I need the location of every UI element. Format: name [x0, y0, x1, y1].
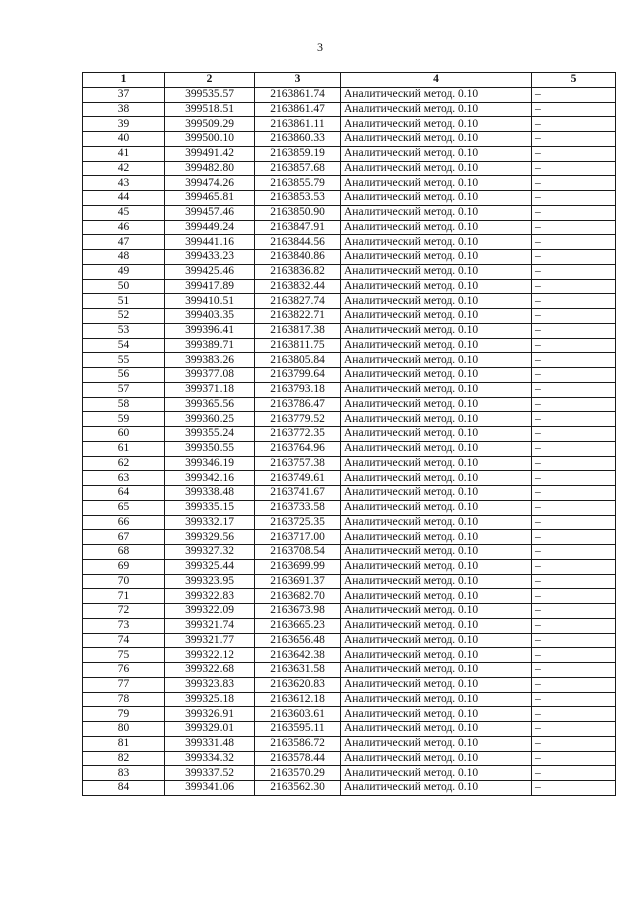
method-cell: Аналитический метод. 0.10 — [341, 146, 532, 161]
method-cell: Аналитический метод. 0.10 — [341, 633, 532, 648]
x-coordinate-cell: 399329.56 — [165, 530, 255, 545]
note-cell: – — [532, 707, 616, 722]
table-row — [83, 500, 616, 515]
y-coordinate-cell: 2163757.38 — [255, 456, 341, 471]
y-coordinate-cell: 2163673.98 — [255, 604, 341, 619]
table-row — [83, 633, 616, 648]
method-cell: Аналитический метод. 0.10 — [341, 545, 532, 560]
y-coordinate-cell: 2163717.00 — [255, 530, 341, 545]
x-coordinate-cell: 399337.52 — [165, 766, 255, 781]
note-cell: – — [532, 264, 616, 279]
x-coordinate-cell: 399338.48 — [165, 486, 255, 501]
note-cell: – — [532, 766, 616, 781]
x-coordinate-cell: 399441.16 — [165, 235, 255, 250]
method-cell: Аналитический метод. 0.10 — [341, 220, 532, 235]
table-row — [83, 618, 616, 633]
method-cell: Аналитический метод. 0.10 — [341, 250, 532, 265]
y-coordinate-cell: 2163699.99 — [255, 559, 341, 574]
point-number-cell: 70 — [83, 574, 165, 589]
table-row — [83, 220, 616, 235]
y-coordinate-cell: 2163779.52 — [255, 412, 341, 427]
y-coordinate-cell: 2163836.82 — [255, 264, 341, 279]
point-number-cell: 57 — [83, 382, 165, 397]
point-number-cell: 51 — [83, 294, 165, 309]
point-number-cell: 60 — [83, 427, 165, 442]
method-cell: Аналитический метод. 0.10 — [341, 412, 532, 427]
x-coordinate-cell: 399417.89 — [165, 279, 255, 294]
x-coordinate-cell: 399322.09 — [165, 604, 255, 619]
y-coordinate-cell: 2163853.53 — [255, 191, 341, 206]
table-row — [83, 132, 616, 147]
note-cell: – — [532, 441, 616, 456]
method-cell: Аналитический метод. 0.10 — [341, 397, 532, 412]
y-coordinate-cell: 2163691.37 — [255, 574, 341, 589]
method-cell: Аналитический метод. 0.10 — [341, 692, 532, 707]
x-coordinate-cell: 399500.10 — [165, 132, 255, 147]
x-coordinate-cell: 399321.77 — [165, 633, 255, 648]
note-cell: – — [532, 722, 616, 737]
table-row — [83, 471, 616, 486]
note-cell: – — [532, 530, 616, 545]
x-coordinate-cell: 399365.56 — [165, 397, 255, 412]
x-coordinate-cell: 399322.12 — [165, 648, 255, 663]
note-cell: – — [532, 294, 616, 309]
point-number-cell: 69 — [83, 559, 165, 574]
method-cell: Аналитический метод. 0.10 — [341, 132, 532, 147]
x-coordinate-cell: 399491.42 — [165, 146, 255, 161]
method-cell: Аналитический метод. 0.10 — [341, 707, 532, 722]
y-coordinate-cell: 2163620.83 — [255, 677, 341, 692]
method-cell: Аналитический метод. 0.10 — [341, 589, 532, 604]
method-cell: Аналитический метод. 0.10 — [341, 382, 532, 397]
note-cell: – — [532, 545, 616, 560]
point-number-cell: 42 — [83, 161, 165, 176]
method-cell: Аналитический метод. 0.10 — [341, 176, 532, 191]
x-coordinate-cell: 399350.55 — [165, 441, 255, 456]
point-number-cell: 46 — [83, 220, 165, 235]
method-cell: Аналитический метод. 0.10 — [341, 205, 532, 220]
point-number-cell: 78 — [83, 692, 165, 707]
table-row — [83, 309, 616, 324]
y-coordinate-cell: 2163861.47 — [255, 102, 341, 117]
x-coordinate-cell: 399342.16 — [165, 471, 255, 486]
y-coordinate-cell: 2163612.18 — [255, 692, 341, 707]
x-coordinate-cell: 399518.51 — [165, 102, 255, 117]
method-cell: Аналитический метод. 0.10 — [341, 309, 532, 324]
point-number-cell: 43 — [83, 176, 165, 191]
x-coordinate-cell: 399341.06 — [165, 781, 255, 796]
y-coordinate-cell: 2163764.96 — [255, 441, 341, 456]
note-cell: – — [532, 279, 616, 294]
point-number-cell: 65 — [83, 500, 165, 515]
table-row — [83, 677, 616, 692]
method-cell: Аналитический метод. 0.10 — [341, 191, 532, 206]
x-coordinate-cell: 399474.26 — [165, 176, 255, 191]
point-number-cell: 38 — [83, 102, 165, 117]
method-cell: Аналитический метод. 0.10 — [341, 781, 532, 796]
table-row — [83, 146, 616, 161]
column-header-3: 3 — [255, 73, 341, 88]
table-row — [83, 441, 616, 456]
x-coordinate-cell: 399355.24 — [165, 427, 255, 442]
note-cell: – — [532, 412, 616, 427]
x-coordinate-cell: 399403.35 — [165, 309, 255, 324]
table-body — [83, 87, 616, 795]
note-cell: – — [532, 427, 616, 442]
y-coordinate-cell: 2163603.61 — [255, 707, 341, 722]
point-number-cell: 73 — [83, 618, 165, 633]
x-coordinate-cell: 399396.41 — [165, 323, 255, 338]
y-coordinate-cell: 2163811.75 — [255, 338, 341, 353]
column-header-1: 1 — [83, 73, 165, 88]
y-coordinate-cell: 2163733.58 — [255, 500, 341, 515]
x-coordinate-cell: 399322.68 — [165, 663, 255, 678]
y-coordinate-cell: 2163595.11 — [255, 722, 341, 737]
x-coordinate-cell: 399410.51 — [165, 294, 255, 309]
table-row — [83, 559, 616, 574]
table-row — [83, 338, 616, 353]
table-row — [83, 117, 616, 132]
table-row — [83, 722, 616, 737]
note-cell: – — [532, 781, 616, 796]
note-cell: – — [532, 574, 616, 589]
note-cell: – — [532, 102, 616, 117]
note-cell: – — [532, 220, 616, 235]
y-coordinate-cell: 2163822.71 — [255, 309, 341, 324]
method-cell: Аналитический метод. 0.10 — [341, 736, 532, 751]
table-row — [83, 545, 616, 560]
point-number-cell: 64 — [83, 486, 165, 501]
note-cell: – — [532, 692, 616, 707]
method-cell: Аналитический метод. 0.10 — [341, 161, 532, 176]
point-number-cell: 45 — [83, 205, 165, 220]
table-row — [83, 736, 616, 751]
y-coordinate-cell: 2163799.64 — [255, 368, 341, 383]
table-row — [83, 205, 616, 220]
y-coordinate-cell: 2163847.91 — [255, 220, 341, 235]
method-cell: Аналитический метод. 0.10 — [341, 323, 532, 338]
note-cell: – — [532, 456, 616, 471]
x-coordinate-cell: 399346.19 — [165, 456, 255, 471]
table-row — [83, 515, 616, 530]
method-cell: Аналитический метод. 0.10 — [341, 574, 532, 589]
method-cell: Аналитический метод. 0.10 — [341, 559, 532, 574]
table-row — [83, 648, 616, 663]
table-row — [83, 250, 616, 265]
point-number-cell: 84 — [83, 781, 165, 796]
point-number-cell: 82 — [83, 751, 165, 766]
y-coordinate-cell: 2163827.74 — [255, 294, 341, 309]
point-number-cell: 81 — [83, 736, 165, 751]
table-row — [83, 604, 616, 619]
x-coordinate-cell: 399327.32 — [165, 545, 255, 560]
table-row — [83, 353, 616, 368]
note-cell: – — [532, 589, 616, 604]
y-coordinate-cell: 2163562.30 — [255, 781, 341, 796]
table-row — [83, 530, 616, 545]
x-coordinate-cell: 399482.80 — [165, 161, 255, 176]
note-cell: – — [532, 87, 616, 102]
table-row — [83, 368, 616, 383]
x-coordinate-cell: 399433.23 — [165, 250, 255, 265]
y-coordinate-cell: 2163725.35 — [255, 515, 341, 530]
note-cell: – — [532, 323, 616, 338]
point-number-cell: 47 — [83, 235, 165, 250]
point-number-cell: 55 — [83, 353, 165, 368]
table-row — [83, 766, 616, 781]
point-number-cell: 74 — [83, 633, 165, 648]
method-cell: Аналитический метод. 0.10 — [341, 117, 532, 132]
x-coordinate-cell: 399329.01 — [165, 722, 255, 737]
method-cell: Аналитический метод. 0.10 — [341, 500, 532, 515]
table-row — [83, 264, 616, 279]
page-number: 3 — [317, 40, 323, 54]
y-coordinate-cell: 2163642.38 — [255, 648, 341, 663]
table-row — [83, 191, 616, 206]
table-row — [83, 781, 616, 796]
point-number-cell: 63 — [83, 471, 165, 486]
point-number-cell: 56 — [83, 368, 165, 383]
method-cell: Аналитический метод. 0.10 — [341, 471, 532, 486]
note-cell: – — [532, 633, 616, 648]
x-coordinate-cell: 399449.24 — [165, 220, 255, 235]
table-header-row — [83, 73, 616, 88]
table-row — [83, 102, 616, 117]
y-coordinate-cell: 2163786.47 — [255, 397, 341, 412]
y-coordinate-cell: 2163708.54 — [255, 545, 341, 560]
x-coordinate-cell: 399509.29 — [165, 117, 255, 132]
table-row — [83, 176, 616, 191]
x-coordinate-cell: 399389.71 — [165, 338, 255, 353]
point-number-cell: 75 — [83, 648, 165, 663]
table-row — [83, 323, 616, 338]
note-cell: – — [532, 736, 616, 751]
y-coordinate-cell: 2163860.33 — [255, 132, 341, 147]
table-row — [83, 589, 616, 604]
point-number-cell: 39 — [83, 117, 165, 132]
column-header-2: 2 — [165, 73, 255, 88]
x-coordinate-cell: 399331.48 — [165, 736, 255, 751]
x-coordinate-cell: 399335.15 — [165, 500, 255, 515]
method-cell: Аналитический метод. 0.10 — [341, 338, 532, 353]
note-cell: – — [532, 663, 616, 678]
method-cell: Аналитический метод. 0.10 — [341, 648, 532, 663]
point-number-cell: 54 — [83, 338, 165, 353]
x-coordinate-cell: 399334.32 — [165, 751, 255, 766]
note-cell: – — [532, 205, 616, 220]
y-coordinate-cell: 2163586.72 — [255, 736, 341, 751]
note-cell: – — [532, 500, 616, 515]
y-coordinate-cell: 2163741.67 — [255, 486, 341, 501]
point-number-cell: 48 — [83, 250, 165, 265]
note-cell: – — [532, 176, 616, 191]
x-coordinate-cell: 399457.46 — [165, 205, 255, 220]
point-number-cell: 53 — [83, 323, 165, 338]
x-coordinate-cell: 399325.44 — [165, 559, 255, 574]
x-coordinate-cell: 399323.83 — [165, 677, 255, 692]
method-cell: Аналитический метод. 0.10 — [341, 663, 532, 678]
y-coordinate-cell: 2163656.48 — [255, 633, 341, 648]
point-number-cell: 58 — [83, 397, 165, 412]
method-cell: Аналитический метод. 0.10 — [341, 515, 532, 530]
note-cell: – — [532, 397, 616, 412]
y-coordinate-cell: 2163859.19 — [255, 146, 341, 161]
note-cell: – — [532, 161, 616, 176]
note-cell: – — [532, 250, 616, 265]
table-row — [83, 397, 616, 412]
x-coordinate-cell: 399377.08 — [165, 368, 255, 383]
note-cell: – — [532, 368, 616, 383]
method-cell: Аналитический метод. 0.10 — [341, 279, 532, 294]
point-number-cell: 59 — [83, 412, 165, 427]
table-row — [83, 707, 616, 722]
point-number-cell: 71 — [83, 589, 165, 604]
table-row — [83, 456, 616, 471]
point-number-cell: 40 — [83, 132, 165, 147]
method-cell: Аналитический метод. 0.10 — [341, 353, 532, 368]
point-number-cell: 77 — [83, 677, 165, 692]
method-cell: Аналитический метод. 0.10 — [341, 618, 532, 633]
table-row — [83, 427, 616, 442]
x-coordinate-cell: 399326.91 — [165, 707, 255, 722]
point-number-cell: 37 — [83, 87, 165, 102]
note-cell: – — [532, 353, 616, 368]
table-row — [83, 692, 616, 707]
note-cell: – — [532, 191, 616, 206]
point-number-cell: 66 — [83, 515, 165, 530]
y-coordinate-cell: 2163665.23 — [255, 618, 341, 633]
note-cell: – — [532, 751, 616, 766]
table-row — [83, 235, 616, 250]
table-row — [83, 574, 616, 589]
coordinates-table — [82, 72, 616, 796]
note-cell: – — [532, 618, 616, 633]
y-coordinate-cell: 2163578.44 — [255, 751, 341, 766]
point-number-cell: 49 — [83, 264, 165, 279]
x-coordinate-cell: 399425.46 — [165, 264, 255, 279]
point-number-cell: 61 — [83, 441, 165, 456]
table-row — [83, 382, 616, 397]
point-number-cell: 76 — [83, 663, 165, 678]
point-number-cell: 68 — [83, 545, 165, 560]
point-number-cell: 80 — [83, 722, 165, 737]
x-coordinate-cell: 399323.95 — [165, 574, 255, 589]
note-cell: – — [532, 648, 616, 663]
x-coordinate-cell: 399321.74 — [165, 618, 255, 633]
point-number-cell: 41 — [83, 146, 165, 161]
method-cell: Аналитический метод. 0.10 — [341, 294, 532, 309]
y-coordinate-cell: 2163631.58 — [255, 663, 341, 678]
y-coordinate-cell: 2163840.86 — [255, 250, 341, 265]
note-cell: – — [532, 486, 616, 501]
x-coordinate-cell: 399371.18 — [165, 382, 255, 397]
note-cell: – — [532, 559, 616, 574]
method-cell: Аналитический метод. 0.10 — [341, 87, 532, 102]
point-number-cell: 62 — [83, 456, 165, 471]
point-number-cell: 52 — [83, 309, 165, 324]
method-cell: Аналитический метод. 0.10 — [341, 677, 532, 692]
y-coordinate-cell: 2163805.84 — [255, 353, 341, 368]
y-coordinate-cell: 2163861.11 — [255, 117, 341, 132]
point-number-cell: 44 — [83, 191, 165, 206]
x-coordinate-cell: 399360.25 — [165, 412, 255, 427]
note-cell: – — [532, 146, 616, 161]
note-cell: – — [532, 235, 616, 250]
point-number-cell: 72 — [83, 604, 165, 619]
x-coordinate-cell: 399535.57 — [165, 87, 255, 102]
note-cell: – — [532, 382, 616, 397]
method-cell: Аналитический метод. 0.10 — [341, 427, 532, 442]
note-cell: – — [532, 309, 616, 324]
note-cell: – — [532, 677, 616, 692]
method-cell: Аналитический метод. 0.10 — [341, 766, 532, 781]
method-cell: Аналитический метод. 0.10 — [341, 441, 532, 456]
note-cell: – — [532, 132, 616, 147]
y-coordinate-cell: 2163793.18 — [255, 382, 341, 397]
table-row — [83, 486, 616, 501]
y-coordinate-cell: 2163682.70 — [255, 589, 341, 604]
column-header-5: 5 — [532, 73, 616, 88]
table-row — [83, 294, 616, 309]
method-cell: Аналитический метод. 0.10 — [341, 456, 532, 471]
note-cell: – — [532, 117, 616, 132]
table-row — [83, 412, 616, 427]
y-coordinate-cell: 2163570.29 — [255, 766, 341, 781]
table-row — [83, 663, 616, 678]
x-coordinate-cell: 399322.83 — [165, 589, 255, 604]
method-cell: Аналитический метод. 0.10 — [341, 530, 532, 545]
point-number-cell: 67 — [83, 530, 165, 545]
point-number-cell: 50 — [83, 279, 165, 294]
method-cell: Аналитический метод. 0.10 — [341, 368, 532, 383]
y-coordinate-cell: 2163844.56 — [255, 235, 341, 250]
table-row — [83, 87, 616, 102]
y-coordinate-cell: 2163861.74 — [255, 87, 341, 102]
y-coordinate-cell: 2163817.38 — [255, 323, 341, 338]
y-coordinate-cell: 2163832.44 — [255, 279, 341, 294]
note-cell: – — [532, 471, 616, 486]
method-cell: Аналитический метод. 0.10 — [341, 235, 532, 250]
y-coordinate-cell: 2163772.35 — [255, 427, 341, 442]
method-cell: Аналитический метод. 0.10 — [341, 722, 532, 737]
y-coordinate-cell: 2163850.90 — [255, 205, 341, 220]
method-cell: Аналитический метод. 0.10 — [341, 751, 532, 766]
column-header-4: 4 — [341, 73, 532, 88]
method-cell: Аналитический метод. 0.10 — [341, 102, 532, 117]
note-cell: – — [532, 604, 616, 619]
table-row — [83, 279, 616, 294]
y-coordinate-cell: 2163857.68 — [255, 161, 341, 176]
method-cell: Аналитический метод. 0.10 — [341, 264, 532, 279]
y-coordinate-cell: 2163749.61 — [255, 471, 341, 486]
table-row — [83, 161, 616, 176]
x-coordinate-cell: 399383.26 — [165, 353, 255, 368]
note-cell: – — [532, 515, 616, 530]
table-row — [83, 751, 616, 766]
point-number-cell: 83 — [83, 766, 165, 781]
x-coordinate-cell: 399325.18 — [165, 692, 255, 707]
point-number-cell: 79 — [83, 707, 165, 722]
y-coordinate-cell: 2163855.79 — [255, 176, 341, 191]
method-cell: Аналитический метод. 0.10 — [341, 486, 532, 501]
x-coordinate-cell: 399465.81 — [165, 191, 255, 206]
method-cell: Аналитический метод. 0.10 — [341, 604, 532, 619]
x-coordinate-cell: 399332.17 — [165, 515, 255, 530]
note-cell: – — [532, 338, 616, 353]
